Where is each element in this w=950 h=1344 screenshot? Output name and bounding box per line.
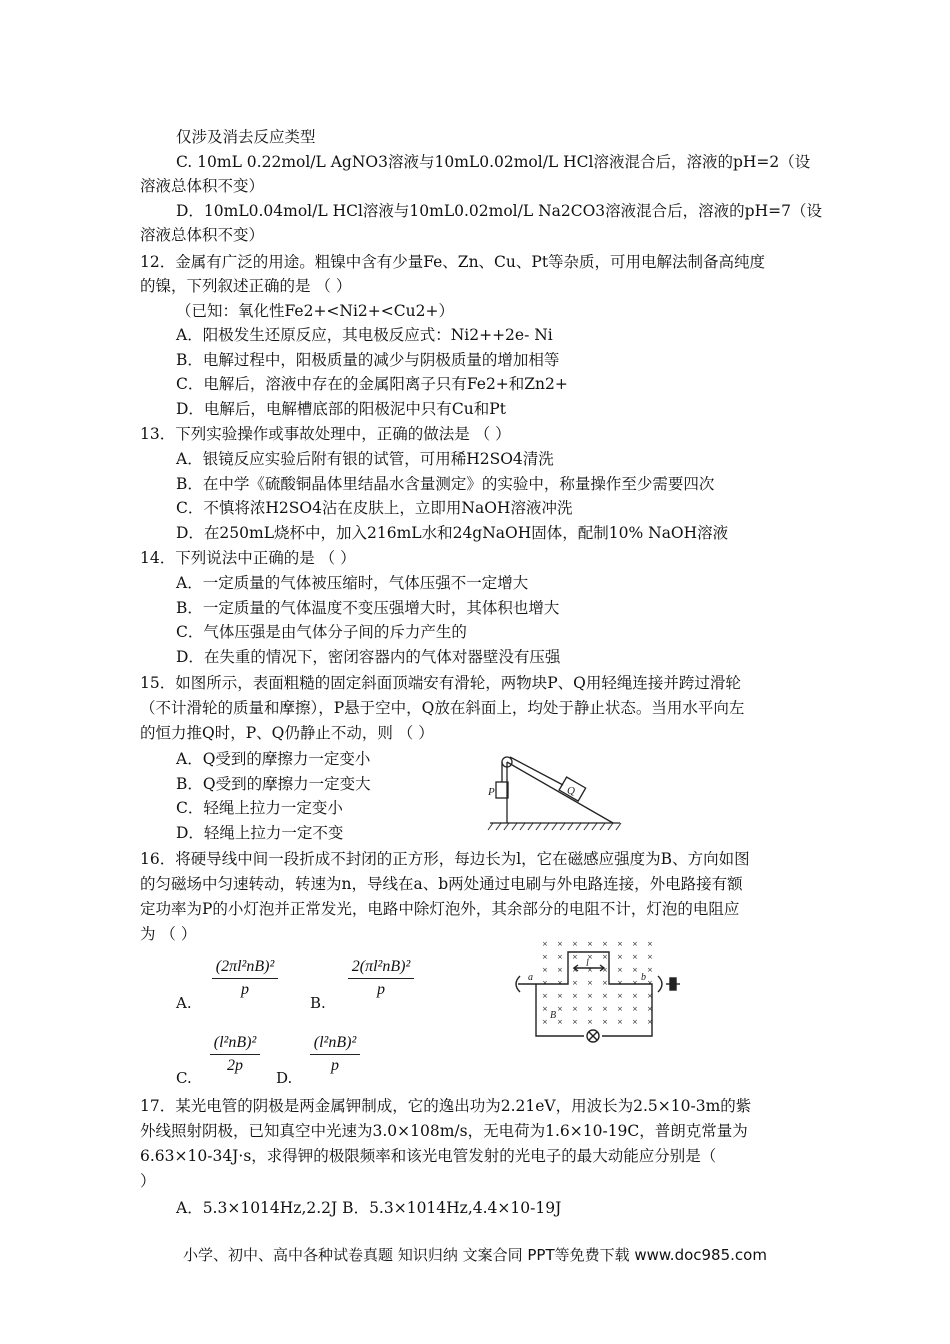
field-x-marker: ×	[617, 966, 623, 974]
field-x-marker: ×	[542, 979, 548, 987]
option-a-label: A.	[176, 994, 192, 1012]
field-x-marker: ×	[617, 1005, 623, 1013]
field-x-marker: ×	[647, 966, 653, 974]
text-line: 定功率为P的小灯泡并正常发光，电路中除灯泡外，其余部分的电阻不计，灯泡的电阻应	[140, 900, 740, 918]
text-line: 仅涉及消去反应类型	[176, 128, 316, 146]
label-p: P	[488, 786, 495, 798]
option-c: C．电解后，溶液中存在的金属阳离子只有Fe2+和Zn2+	[176, 375, 568, 393]
field-x-marker: ×	[617, 979, 623, 987]
field-x-marker: ×	[542, 992, 548, 1000]
rotation-arrow-right	[658, 976, 662, 992]
option-d: D．电解后，电解槽底部的阳极泥中只有Cu和Pt	[176, 400, 506, 418]
field-x-marker: ×	[572, 979, 578, 987]
field-x-marker: ×	[647, 953, 653, 961]
field-x-marker: ×	[647, 1005, 653, 1013]
option-d-formula	[300, 1034, 370, 1075]
denominator: 2p	[227, 1057, 243, 1074]
field-x-marker: ×	[602, 966, 608, 974]
field-x-marker: ×	[617, 992, 623, 1000]
numerator: (l²nB)²	[310, 1034, 360, 1055]
question-17: 17．某光电管的阴极是两金属钾制成，它的逸出功为2.21eV，用波长为2.5×10-3m的紫	[140, 1097, 752, 1115]
text-line: 为 （ ）	[140, 925, 197, 943]
option-a: A．阳极发生还原反应，其电极反应式：Ni2++2e- Ni	[176, 326, 553, 344]
field-x-marker: ×	[557, 979, 563, 987]
field-x-marker: ×	[542, 1005, 548, 1013]
field-x-marker: ×	[617, 1018, 623, 1026]
option-b-formula	[336, 958, 426, 999]
field-x-marker: ×	[617, 953, 623, 961]
field-x-marker: ×	[587, 1005, 593, 1013]
text-line: 溶液总体积不变）	[140, 226, 265, 244]
option-a-formula	[200, 958, 290, 999]
option-c: C. 10mL 0.22mol/L AgNO3溶液与10mL0.02mol/L HCl溶液混合后，溶液的pH=2（设	[176, 153, 811, 171]
field-x-marker: ×	[632, 940, 638, 948]
option-b-label: B.	[310, 994, 326, 1012]
label-b: b	[641, 972, 646, 983]
field-x-marker: ×	[542, 1018, 548, 1026]
field-x-marker: ×	[557, 953, 563, 961]
field-x-marker: ×	[572, 940, 578, 948]
label-field-b: B	[550, 1010, 557, 1021]
field-x-marker: ×	[572, 992, 578, 1000]
option-c: C．气体压强是由气体分子间的斥力产生的	[176, 623, 467, 641]
magnetic-field-loop-figure	[506, 932, 696, 1050]
field-x-marker: ×	[632, 966, 638, 974]
question-16: 16．将硬导线中间一段折成不封闭的正方形，每边长为l，它在磁感应强度为B、方向如图	[140, 850, 750, 868]
option-b: B．电解过程中，阳极质量的减少与阴极质量的增加相等	[176, 351, 560, 369]
text-line: （不计滑轮的质量和摩擦），P悬于空中，Q放在斜面上，均处于静止状态。当用水平向左	[140, 699, 745, 717]
option-c: C．轻绳上拉力一定变小	[176, 799, 343, 817]
field-x-marker: ×	[647, 979, 653, 987]
footer-text: 小学、初中、高中各种试卷真题 知识归纳 文案合同 PPT等免费下载 www.doc985.com	[183, 1246, 767, 1264]
field-x-marker: ×	[587, 966, 593, 974]
field-markers	[542, 940, 653, 1026]
field-x-marker: ×	[602, 979, 608, 987]
option-a: A．银镜反应实验后附有银的试管，可用稀H2SO4清洗	[176, 450, 554, 468]
field-x-marker: ×	[602, 1005, 608, 1013]
field-x-marker: ×	[587, 953, 593, 961]
text-line: 的恒力推Q时，P、Q仍静止不动，则 （ ）	[140, 724, 434, 742]
label-a: a	[528, 972, 533, 983]
option-d-label: D.	[276, 1069, 293, 1087]
option-ab: A．5.3×1014Hz,2.2J B．5.3×1014Hz,4.4×10-19J	[176, 1199, 562, 1217]
option-d: D．10mL0.04mol/L HCl溶液与10mL0.02mol/L Na2CO3溶液混合后，溶液的pH=7（设	[176, 202, 822, 220]
denominator: p	[377, 981, 385, 998]
option-b: B．一定质量的气体温度不变压强增大时，其体积也增大	[176, 599, 560, 617]
field-x-marker: ×	[602, 1018, 608, 1026]
option-a: A．一定质量的气体被压缩时，气体压强不一定增大	[176, 574, 529, 592]
field-x-marker: ×	[647, 940, 653, 948]
field-x-marker: ×	[572, 953, 578, 961]
field-x-marker: ×	[647, 1018, 653, 1026]
field-x-marker: ×	[542, 940, 548, 948]
field-x-marker: ×	[557, 1005, 563, 1013]
numerator: (2πl²nB)²	[212, 958, 278, 979]
option-c-label: C.	[176, 1069, 192, 1087]
field-x-marker: ×	[587, 979, 593, 987]
question-12: 12．金属有广泛的用途。粗镍中含有少量Fe、Zn、Cu、Pt等杂质，可用电解法制备高纯度	[140, 253, 766, 271]
denominator: p	[241, 981, 249, 998]
text-line: 的匀磁场中匀速转动，转速为n，导线在a、b两处通过电刷与外电路连接，外电路接有额	[140, 875, 743, 893]
field-x-marker: ×	[632, 992, 638, 1000]
field-x-marker: ×	[602, 992, 608, 1000]
field-x-marker: ×	[557, 940, 563, 948]
label-length: l	[586, 958, 589, 969]
field-x-marker: ×	[632, 1005, 638, 1013]
option-b: B．在中学《硫酸铜晶体里结晶水含量测定》的实验中，称量操作至少需要四次	[176, 475, 715, 493]
field-x-marker: ×	[587, 1018, 593, 1026]
field-x-marker: ×	[587, 992, 593, 1000]
text-line: ）	[140, 1172, 156, 1190]
field-x-marker: ×	[632, 979, 638, 987]
numerator: 2(πl²nB)²	[348, 958, 414, 979]
field-x-marker: ×	[632, 1018, 638, 1026]
option-b: B．Q受到的摩擦力一定变大	[176, 775, 371, 793]
option-d: D．在250mL烧杯中，加入216mL水和24gNaOH固体，配制10% NaOH溶液	[176, 524, 729, 542]
question-13: 13．下列实验操作或事故处理中，正确的做法是 （ ）	[140, 425, 511, 443]
field-x-marker: ×	[557, 992, 563, 1000]
text-line: 外线照射阴极，已知真空中光速为3.0×108m/s，无电荷为1.6×10-19C，普朗克常量为	[140, 1122, 748, 1140]
field-x-marker: ×	[587, 940, 593, 948]
field-x-marker: ×	[602, 953, 608, 961]
field-x-marker: ×	[647, 992, 653, 1000]
field-x-marker: ×	[602, 940, 608, 948]
numerator: (l²nB)²	[210, 1034, 260, 1055]
option-d: D．在失重的情况下，密闭容器内的气体对器壁没有压强	[176, 648, 561, 666]
option-c: C．不慎将浓H2SO4沾在皮肤上，立即用NaOH溶液冲洗	[176, 499, 573, 517]
text-line: 6.63×10-34J·s，求得钾的极限频率和该光电管发射的光电子的最大动能应分别是（	[140, 1147, 717, 1165]
field-x-marker: ×	[617, 940, 623, 948]
field-x-marker: ×	[542, 966, 548, 974]
field-x-marker: ×	[557, 966, 563, 974]
incline-pulley-figure	[485, 748, 625, 833]
question-15: 15．如图所示，表面粗糙的固定斜面顶端安有滑轮，两物块P、Q用轻绳连接并跨过滑轮	[140, 674, 741, 692]
text-line: 溶液总体积不变）	[140, 177, 265, 195]
option-a: A．Q受到的摩擦力一定变小	[176, 750, 371, 768]
option-c-formula	[200, 1034, 270, 1075]
field-x-marker: ×	[572, 1005, 578, 1013]
option-d: D．轻绳上拉力一定不变	[176, 824, 344, 842]
field-x-marker: ×	[632, 953, 638, 961]
field-x-marker: ×	[572, 1018, 578, 1026]
block-p	[496, 782, 508, 798]
text-line: 的镍，下列叙述正确的是 （ ）	[140, 277, 352, 295]
field-x-marker: ×	[572, 966, 578, 974]
field-x-marker: ×	[557, 1018, 563, 1026]
field-x-marker: ×	[542, 953, 548, 961]
denominator: p	[331, 1057, 339, 1074]
text-line: （已知：氧化性Fe2+<Ni2+<Cu2+）	[176, 302, 454, 320]
question-14: 14．下列说法中正确的是 （ ）	[140, 549, 356, 567]
label-q: Q	[567, 785, 575, 797]
